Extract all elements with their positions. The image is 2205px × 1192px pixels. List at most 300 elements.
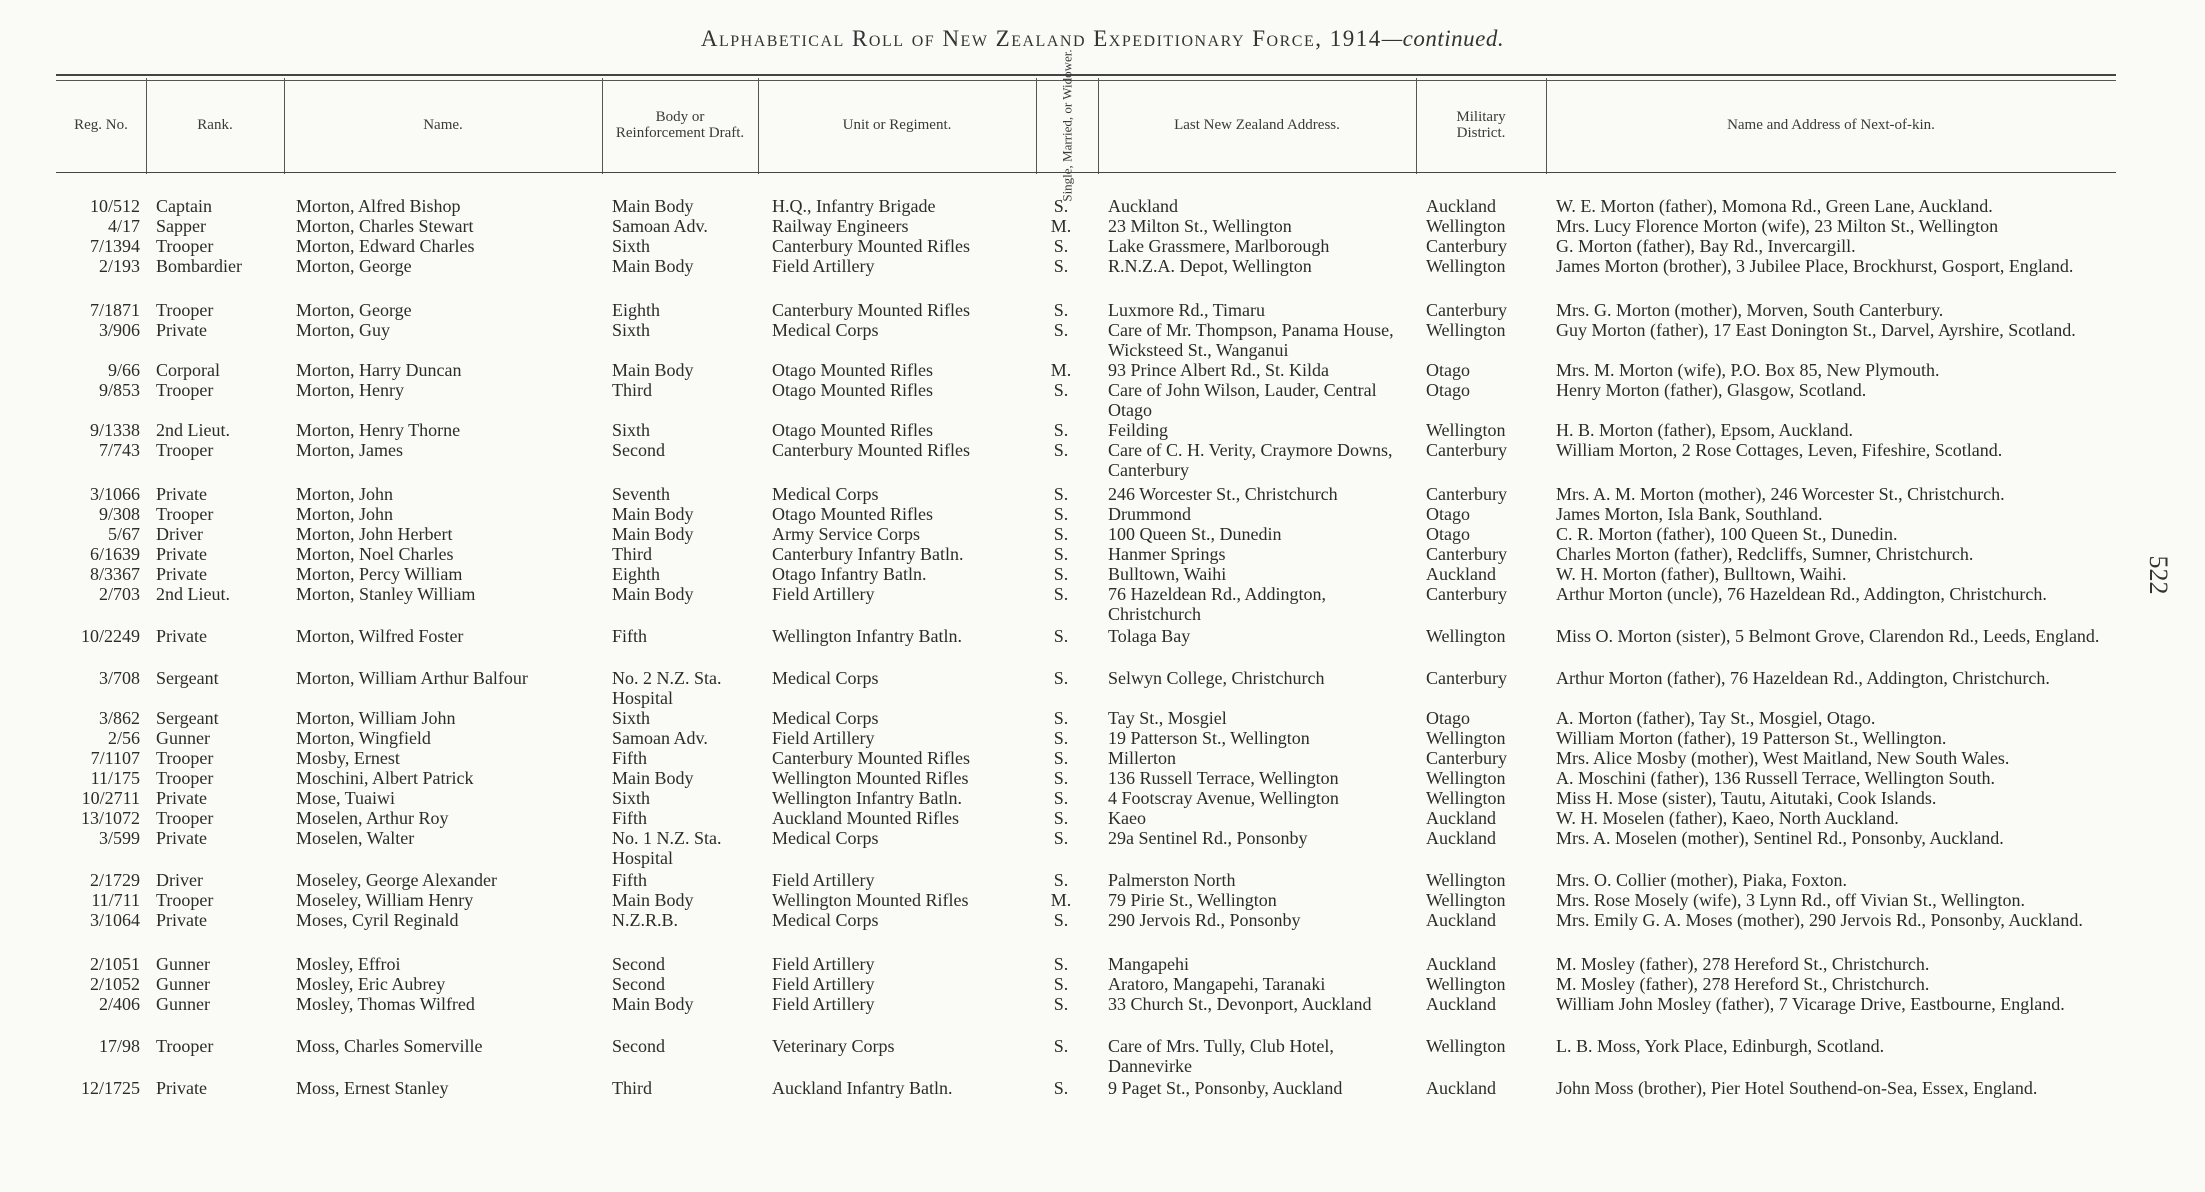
cell-marital-status: S. xyxy=(1053,768,1069,788)
cell-next-of-kin: Guy Morton (father), 17 East Donington St., Darvel, Ayrshire, Scotland. xyxy=(1556,320,2076,340)
cell-district: Auckland xyxy=(1426,910,1496,930)
cell-address: Tolaga Bay xyxy=(1108,626,1191,646)
cell-district: Otago xyxy=(1426,708,1470,728)
cell-unit: Medical Corps xyxy=(772,668,879,688)
cell-next-of-kin: Mrs. Emily G. A. Moses (mother), 290 Jervois Rd., Ponsonby, Auckland. xyxy=(1556,910,2083,930)
cell-address: Selwyn College, Christchurch xyxy=(1108,668,1325,688)
cell-district: Canterbury xyxy=(1426,236,1507,256)
cell-unit: Canterbury Mounted Rifles xyxy=(772,440,970,460)
cell-rank: Trooper xyxy=(156,808,214,828)
cell-rank: Private xyxy=(156,320,207,340)
cell-reg-no: 2/56 xyxy=(107,728,140,748)
cell-marital-status: S. xyxy=(1053,1036,1069,1056)
cell-reg-no: 9/853 xyxy=(98,380,140,400)
cell-district: Otago xyxy=(1426,380,1470,400)
cell-reg-no: 12/1725 xyxy=(80,1078,140,1098)
cell-address: Care of C. H. Verity, Craymore Downs, Canterbury xyxy=(1108,440,1393,480)
cell-rank: Private xyxy=(156,564,207,584)
cell-marital-status: S. xyxy=(1053,300,1069,320)
cell-next-of-kin: John Moss (brother), Pier Hotel Southend-on-Sea, Essex, England. xyxy=(1556,1078,2038,1098)
cell-next-of-kin: James Morton, Isla Bank, Southland. xyxy=(1556,504,1823,524)
cell-body-draft: Fifth xyxy=(612,748,648,768)
cell-body-draft: Sixth xyxy=(612,788,651,808)
cell-rank: Sergeant xyxy=(156,668,219,688)
header-name: Name. xyxy=(423,117,463,133)
cell-reg-no: 13/1072 xyxy=(80,808,140,828)
cell-name: Morton, Percy William xyxy=(296,564,463,584)
cell-unit: Field Artillery xyxy=(772,954,875,974)
cell-name: Moss, Charles Somerville xyxy=(296,1036,483,1056)
cell-district: Canterbury xyxy=(1426,300,1507,320)
cell-marital-status: S. xyxy=(1053,484,1069,504)
cell-address: Palmerston North xyxy=(1108,870,1236,890)
cell-reg-no: 2/193 xyxy=(98,256,140,276)
cell-address: 29a Sentinel Rd., Ponsonby xyxy=(1108,828,1308,848)
cell-body-draft: Samoan Adv. xyxy=(612,216,708,236)
cell-marital-status: S. xyxy=(1053,788,1069,808)
cell-unit: Auckland Mounted Rifles xyxy=(772,808,959,828)
cell-marital-status: S. xyxy=(1053,320,1069,340)
cell-next-of-kin: William Morton, 2 Rose Cottages, Leven, Fifeshire, Scotland. xyxy=(1556,440,2003,460)
cell-rank: Private xyxy=(156,828,207,848)
cell-unit: Army Service Corps xyxy=(772,524,920,544)
cell-name: Morton, Noel Charles xyxy=(296,544,454,564)
cell-address: 76 Hazeldean Rd., Addington, Christchurch xyxy=(1108,584,1326,624)
cell-next-of-kin: James Morton (brother), 3 Jubilee Place, Brockhurst, Gosport, England. xyxy=(1556,256,2074,276)
cell-unit: Field Artillery xyxy=(772,870,875,890)
cell-rank: Gunner xyxy=(156,954,210,974)
cell-address: Millerton xyxy=(1108,748,1176,768)
cell-rank: Driver xyxy=(156,524,203,544)
cell-district: Wellington xyxy=(1426,788,1506,808)
cell-district: Wellington xyxy=(1426,890,1506,910)
cell-rank: Trooper xyxy=(156,1036,214,1056)
cell-reg-no: 3/708 xyxy=(98,668,140,688)
cell-district: Otago xyxy=(1426,504,1470,524)
cell-body-draft: Sixth xyxy=(612,708,651,728)
cell-district: Auckland xyxy=(1426,1078,1496,1098)
cell-next-of-kin: Mrs. A. Moselen (mother), Sentinel Rd., Ponsonby, Auckland. xyxy=(1556,828,2004,848)
cell-unit: H.Q., Infantry Brigade xyxy=(772,196,936,216)
cell-rank: Trooper xyxy=(156,380,214,400)
cell-rank: Gunner xyxy=(156,728,210,748)
cell-marital-status: S. xyxy=(1053,828,1069,848)
cell-rank: Corporal xyxy=(156,360,220,380)
cell-next-of-kin: Mrs. O. Collier (mother), Piaka, Foxton. xyxy=(1556,870,1847,890)
cell-unit: Canterbury Mounted Rifles xyxy=(772,300,970,320)
cell-address: Care of Mr. Thompson, Panama House, Wicksteed St., Wanganui xyxy=(1108,320,1394,360)
cell-marital-status: S. xyxy=(1053,564,1069,584)
cell-district: Auckland xyxy=(1426,808,1496,828)
cell-rank: Sapper xyxy=(156,216,206,236)
cell-rank: 2nd Lieut. xyxy=(156,420,230,440)
cell-reg-no: 7/1107 xyxy=(90,748,140,768)
cell-next-of-kin: Arthur Morton (father), 76 Hazeldean Rd., Addington, Christchurch. xyxy=(1556,668,2050,688)
cell-next-of-kin: M. Mosley (father), 278 Hereford St., Christchurch. xyxy=(1556,974,1930,994)
cell-reg-no: 3/906 xyxy=(98,320,140,340)
cell-district: Wellington xyxy=(1426,216,1506,236)
cell-district: Auckland xyxy=(1426,196,1496,216)
cell-next-of-kin: Mrs. G. Morton (mother), Morven, South Canterbury. xyxy=(1556,300,1944,320)
cell-district: Auckland xyxy=(1426,954,1496,974)
cell-body-draft: Main Body xyxy=(612,584,694,604)
cell-address: Hanmer Springs xyxy=(1108,544,1226,564)
cell-district: Canterbury xyxy=(1426,584,1507,604)
cell-address: 23 Milton St., Wellington xyxy=(1108,216,1292,236)
cell-rank: Private xyxy=(156,484,207,504)
cell-name: Moschini, Albert Patrick xyxy=(296,768,474,788)
cell-name: Morton, John xyxy=(296,484,394,504)
cell-marital-status: S. xyxy=(1053,440,1069,460)
cell-next-of-kin: Mrs. Lucy Florence Morton (wife), 23 Milton St., Wellington xyxy=(1556,216,1999,236)
cell-address: 290 Jervois Rd., Ponsonby xyxy=(1108,910,1301,930)
cell-next-of-kin: A. Morton (father), Tay St., Mosgiel, Otago. xyxy=(1556,708,1876,728)
cell-reg-no: 10/512 xyxy=(89,196,140,216)
cell-address: Tay St., Mosgiel xyxy=(1108,708,1227,728)
header-reg-no: Reg. No. xyxy=(74,117,128,133)
cell-body-draft: Main Body xyxy=(612,524,694,544)
cell-marital-status: S. xyxy=(1053,910,1069,930)
header-address: Last New Zealand Address. xyxy=(1174,117,1340,133)
cell-name: Morton, William Arthur Balfour xyxy=(296,668,528,688)
cell-body-draft: Sixth xyxy=(612,236,651,256)
cell-name: Morton, Harry Duncan xyxy=(296,360,462,380)
cell-reg-no: 2/1051 xyxy=(89,954,140,974)
cell-rank: Trooper xyxy=(156,768,214,788)
cell-body-draft: Main Body xyxy=(612,890,694,910)
cell-unit: Otago Mounted Rifles xyxy=(772,360,933,380)
cell-reg-no: 3/1066 xyxy=(89,484,140,504)
cell-unit: Wellington Mounted Rifles xyxy=(772,768,969,788)
cell-name: Mosley, Thomas Wilfred xyxy=(296,994,475,1014)
cell-marital-status: S. xyxy=(1053,196,1069,216)
cell-next-of-kin: G. Morton (father), Bay Rd., Invercargill. xyxy=(1556,236,1856,256)
cell-marital-status: S. xyxy=(1053,708,1069,728)
cell-body-draft: Eighth xyxy=(612,300,660,320)
cell-rank: Gunner xyxy=(156,994,210,1014)
cell-marital-status: M. xyxy=(1050,360,1072,380)
header-marital xyxy=(1036,48,1098,202)
page-number: 522 xyxy=(2144,555,2173,595)
cell-unit: Medical Corps xyxy=(772,484,879,504)
cell-unit: Railway Engineers xyxy=(772,216,909,236)
cell-name: Morton, George xyxy=(296,256,412,276)
cell-marital-status: S. xyxy=(1053,728,1069,748)
cell-address: 33 Church St., Devonport, Auckland xyxy=(1108,994,1372,1014)
cell-address: 246 Worcester St., Christchurch xyxy=(1108,484,1338,504)
header-marital-label: Single, Married, or Widower. xyxy=(1059,48,1075,202)
cell-body-draft: Second xyxy=(612,954,665,974)
cell-body-draft: Seventh xyxy=(612,484,670,504)
cell-name: Morton, George xyxy=(296,300,412,320)
cell-unit: Otago Mounted Rifles xyxy=(772,504,933,524)
cell-body-draft: Third xyxy=(612,380,652,400)
cell-unit: Wellington Mounted Rifles xyxy=(772,890,969,910)
cell-district: Canterbury xyxy=(1426,440,1507,460)
cell-next-of-kin: William Morton (father), 19 Patterson St., Wellington. xyxy=(1556,728,1947,748)
cell-address: 93 Prince Albert Rd., St. Kilda xyxy=(1108,360,1329,380)
cell-next-of-kin: H. B. Morton (father), Epsom, Auckland. xyxy=(1556,420,1853,440)
cell-unit: Field Artillery xyxy=(772,728,875,748)
cell-rank: Trooper xyxy=(156,236,214,256)
cell-unit: Otago Mounted Rifles xyxy=(772,380,933,400)
cell-rank: Private xyxy=(156,788,207,808)
cell-next-of-kin: Mrs. A. M. Morton (mother), 246 Worcester St., Christchurch. xyxy=(1556,484,2005,504)
cell-rank: Private xyxy=(156,626,207,646)
cell-next-of-kin: C. R. Morton (father), 100 Queen St., Dunedin. xyxy=(1556,524,1898,544)
cell-next-of-kin: A. Moschini (father), 136 Russell Terrace, Wellington South. xyxy=(1556,768,1996,788)
cell-body-draft: Third xyxy=(612,1078,652,1098)
cell-address: Aratoro, Mangapehi, Taranaki xyxy=(1108,974,1326,994)
cell-rank: Private xyxy=(156,1078,207,1098)
cell-reg-no: 7/1394 xyxy=(89,236,140,256)
cell-reg-no: 7/1871 xyxy=(89,300,140,320)
cell-next-of-kin: Mrs. Alice Mosby (mother), West Maitland, New South Wales. xyxy=(1556,748,2010,768)
cell-reg-no: 3/1064 xyxy=(89,910,140,930)
cell-address: Mangapehi xyxy=(1108,954,1189,974)
cell-unit: Field Artillery xyxy=(772,994,875,1014)
cell-district: Otago xyxy=(1426,524,1470,544)
cell-name: Moss, Ernest Stanley xyxy=(296,1078,449,1098)
cell-address: 9 Paget St., Ponsonby, Auckland xyxy=(1108,1078,1343,1098)
cell-reg-no: 6/1639 xyxy=(89,544,140,564)
cell-name: Mosley, Eric Aubrey xyxy=(296,974,446,994)
cell-body-draft: No. 1 N.Z. Sta. Hospital xyxy=(612,828,722,868)
cell-next-of-kin: W. H. Moselen (father), Kaeo, North Auckland. xyxy=(1556,808,1899,828)
cell-next-of-kin: M. Mosley (father), 278 Hereford St., Christchurch. xyxy=(1556,954,1930,974)
cell-district: Canterbury xyxy=(1426,748,1507,768)
cell-unit: Field Artillery xyxy=(772,584,875,604)
cell-address: Care of Mrs. Tully, Club Hotel, Dannevirke xyxy=(1108,1036,1334,1076)
cell-district: Wellington xyxy=(1426,256,1506,276)
cell-body-draft: Fifth xyxy=(612,870,648,890)
cell-address: Luxmore Rd., Timaru xyxy=(1108,300,1266,320)
cell-name: Moselen, Arthur Roy xyxy=(296,808,449,828)
cell-reg-no: 17/98 xyxy=(98,1036,140,1056)
cell-district: Canterbury xyxy=(1426,484,1507,504)
cell-name: Morton, Henry Thorne xyxy=(296,420,461,440)
page-title xyxy=(0,26,2205,60)
cell-district: Wellington xyxy=(1426,1036,1506,1056)
cell-name: Mosley, Effroi xyxy=(296,954,401,974)
cell-body-draft: Samoan Adv. xyxy=(612,728,708,748)
cell-unit: Medical Corps xyxy=(772,320,879,340)
cell-name: Moses, Cyril Reginald xyxy=(296,910,459,930)
cell-district: Auckland xyxy=(1426,564,1496,584)
cell-unit: Wellington Infantry Batln. xyxy=(772,626,963,646)
cell-unit: Otago Infantry Batln. xyxy=(772,564,927,584)
cell-name: Moselen, Walter xyxy=(296,828,415,848)
cell-next-of-kin: Miss O. Morton (sister), 5 Belmont Grove, Clarendon Rd., Leeds, England. xyxy=(1556,626,2100,646)
cell-address: Lake Grassmere, Marlborough xyxy=(1108,236,1330,256)
cell-body-draft: Main Body xyxy=(612,768,694,788)
cell-address: Kaeo xyxy=(1108,808,1146,828)
cell-reg-no: 4/17 xyxy=(107,216,140,236)
cell-address: 4 Footscray Avenue, Wellington xyxy=(1108,788,1339,808)
cell-unit: Wellington Infantry Batln. xyxy=(772,788,963,808)
cell-district: Canterbury xyxy=(1426,544,1507,564)
cell-name: Morton, Wingfield xyxy=(296,728,431,748)
cell-reg-no: 3/599 xyxy=(98,828,140,848)
cell-reg-no: 9/308 xyxy=(98,504,140,524)
cell-rank: Driver xyxy=(156,870,203,890)
cell-body-draft: Third xyxy=(612,544,652,564)
cell-body-draft: Eighth xyxy=(612,564,660,584)
cell-marital-status: S. xyxy=(1053,544,1069,564)
cell-marital-status: S. xyxy=(1053,808,1069,828)
cell-district: Wellington xyxy=(1426,974,1506,994)
cell-reg-no: 9/66 xyxy=(107,360,140,380)
cell-district: Auckland xyxy=(1426,828,1496,848)
cell-address: R.N.Z.A. Depot, Wellington xyxy=(1108,256,1312,276)
cell-marital-status: S. xyxy=(1053,626,1069,646)
cell-name: Morton, Edward Charles xyxy=(296,236,475,256)
cell-name: Morton, James xyxy=(296,440,403,460)
cell-rank: Captain xyxy=(156,196,212,216)
cell-name: Morton, Wilfred Foster xyxy=(296,626,464,646)
cell-address: Care of John Wilson, Lauder, Central Otago xyxy=(1108,380,1377,420)
cell-district: Wellington xyxy=(1426,728,1506,748)
cell-next-of-kin: L. B. Moss, York Place, Edinburgh, Scotland. xyxy=(1556,1036,1885,1056)
cell-reg-no: 5/67 xyxy=(107,524,140,544)
cell-unit: Veterinary Corps xyxy=(772,1036,895,1056)
cell-reg-no: 11/175 xyxy=(90,768,140,788)
cell-rank: Sergeant xyxy=(156,708,219,728)
cell-marital-status: S. xyxy=(1053,236,1069,256)
cell-marital-status: S. xyxy=(1053,256,1069,276)
cell-unit: Canterbury Mounted Rifles xyxy=(772,748,970,768)
cell-reg-no: 9/1338 xyxy=(89,420,140,440)
cell-district: Wellington xyxy=(1426,870,1506,890)
cell-unit: Canterbury Mounted Rifles xyxy=(772,236,970,256)
cell-district: Canterbury xyxy=(1426,668,1507,688)
cell-body-draft: Fifth xyxy=(612,808,648,828)
cell-reg-no: 2/703 xyxy=(98,584,140,604)
cell-marital-status: S. xyxy=(1053,954,1069,974)
cell-name: Mose, Tuaiwi xyxy=(296,788,396,808)
cell-next-of-kin: W. E. Morton (father), Momona Rd., Green Lane, Auckland. xyxy=(1556,196,1993,216)
cell-body-draft: Second xyxy=(612,1036,665,1056)
cell-next-of-kin: Charles Morton (father), Redcliffs, Sumner, Christchurch. xyxy=(1556,544,1974,564)
cell-marital-status: S. xyxy=(1053,994,1069,1014)
cell-rank: Bombardier xyxy=(156,256,242,276)
cell-name: Morton, Guy xyxy=(296,320,390,340)
cell-reg-no: 2/1729 xyxy=(89,870,140,890)
cell-marital-status: S. xyxy=(1053,974,1069,994)
cell-name: Morton, John Herbert xyxy=(296,524,453,544)
cell-reg-no: 11/711 xyxy=(91,890,140,910)
cell-rank: Trooper xyxy=(156,300,214,320)
cell-reg-no: 10/2711 xyxy=(81,788,140,808)
header-district: Military District. xyxy=(1456,109,1506,141)
cell-rank: Trooper xyxy=(156,504,214,524)
header-next-of-kin: Name and Address of Next-of-kin. xyxy=(1727,117,1935,133)
cell-reg-no: 3/862 xyxy=(98,708,140,728)
cell-marital-status: S. xyxy=(1053,748,1069,768)
header-unit: Unit or Regiment. xyxy=(842,117,952,133)
cell-next-of-kin: Mrs. M. Morton (wife), P.O. Box 85, New Plymouth. xyxy=(1556,360,1940,380)
cell-name: Moseley, George Alexander xyxy=(296,870,497,890)
cell-marital-status: M. xyxy=(1050,890,1072,910)
cell-marital-status: S. xyxy=(1053,668,1069,688)
cell-unit: Canterbury Infantry Batln. xyxy=(772,544,964,564)
cell-body-draft: N.Z.R.B. xyxy=(612,910,679,930)
cell-address: 136 Russell Terrace, Wellington xyxy=(1108,768,1339,788)
cell-unit: Medical Corps xyxy=(772,708,879,728)
cell-marital-status: S. xyxy=(1053,420,1069,440)
cell-name: Morton, John xyxy=(296,504,394,524)
cell-reg-no: 2/406 xyxy=(98,994,140,1014)
cell-rank: Trooper xyxy=(156,748,214,768)
cell-marital-status: S. xyxy=(1053,1078,1069,1098)
cell-district: Wellington xyxy=(1426,420,1506,440)
cell-rank: Private xyxy=(156,910,207,930)
cell-district: Wellington xyxy=(1426,320,1506,340)
cell-unit: Field Artillery xyxy=(772,974,875,994)
cell-name: Morton, Alfred Bishop xyxy=(296,196,461,216)
cell-marital-status: M. xyxy=(1050,216,1072,236)
cell-address: 19 Patterson St., Wellington xyxy=(1108,728,1310,748)
header-body-draft: Body or Reinforcement Draft. xyxy=(615,109,745,141)
cell-name: Moseley, William Henry xyxy=(296,890,474,910)
cell-name: Morton, William John xyxy=(296,708,456,728)
cell-address: Bulltown, Waihi xyxy=(1108,564,1227,584)
cell-next-of-kin: Mrs. Rose Mosely (wife), 3 Lynn Rd., off Vivian St., Wellington. xyxy=(1556,890,2025,910)
cell-rank: Gunner xyxy=(156,974,210,994)
cell-marital-status: S. xyxy=(1053,504,1069,524)
cell-next-of-kin: William John Mosley (father), 7 Vicarage Drive, Eastbourne, England. xyxy=(1556,994,2065,1014)
cell-reg-no: 7/743 xyxy=(98,440,140,460)
cell-district: Wellington xyxy=(1426,626,1506,646)
cell-name: Morton, Stanley William xyxy=(296,584,476,604)
cell-body-draft: Fifth xyxy=(612,626,648,646)
cell-reg-no: 2/1052 xyxy=(89,974,140,994)
cell-body-draft: Second xyxy=(612,440,665,460)
cell-body-draft: No. 2 N.Z. Sta. Hospital xyxy=(612,668,722,708)
cell-district: Auckland xyxy=(1426,994,1496,1014)
cell-body-draft: Sixth xyxy=(612,320,651,340)
cell-rank: 2nd Lieut. xyxy=(156,584,230,604)
cell-next-of-kin: W. H. Morton (father), Bulltown, Waihi. xyxy=(1556,564,1847,584)
cell-address: Feilding xyxy=(1108,420,1169,440)
title-suffix: —continued. xyxy=(1381,26,1505,51)
cell-marital-status: S. xyxy=(1053,870,1069,890)
cell-next-of-kin: Miss H. Mose (sister), Tautu, Aitutaki, Cook Islands. xyxy=(1556,788,1937,808)
cell-body-draft: Main Body xyxy=(612,256,694,276)
cell-next-of-kin: Arthur Morton (uncle), 76 Hazeldean Rd., Addington, Christchurch. xyxy=(1556,584,2047,604)
cell-body-draft: Main Body xyxy=(612,360,694,380)
cell-rank: Trooper xyxy=(156,440,214,460)
cell-unit: Medical Corps xyxy=(772,910,879,930)
cell-marital-status: S. xyxy=(1053,380,1069,400)
cell-body-draft: Main Body xyxy=(612,504,694,524)
header-rule xyxy=(56,172,2116,173)
cell-marital-status: S. xyxy=(1053,584,1069,604)
cell-body-draft: Main Body xyxy=(612,196,694,216)
top-rule xyxy=(56,74,2116,76)
cell-address: Auckland xyxy=(1108,196,1178,216)
cell-body-draft: Second xyxy=(612,974,665,994)
header-rank: Rank. xyxy=(197,117,233,133)
cell-district: Wellington xyxy=(1426,768,1506,788)
cell-address: Drummond xyxy=(1108,504,1191,524)
cell-unit: Auckland Infantry Batln. xyxy=(772,1078,953,1098)
cell-marital-status: S. xyxy=(1053,524,1069,544)
cell-address: 100 Queen St., Dunedin xyxy=(1108,524,1282,544)
title-main: Alphabetical Roll of New Zealand Expeditionary Force, 1914 xyxy=(700,26,1382,51)
cell-reg-no: 8/3367 xyxy=(89,564,140,584)
cell-name: Mosby, Ernest xyxy=(296,748,400,768)
